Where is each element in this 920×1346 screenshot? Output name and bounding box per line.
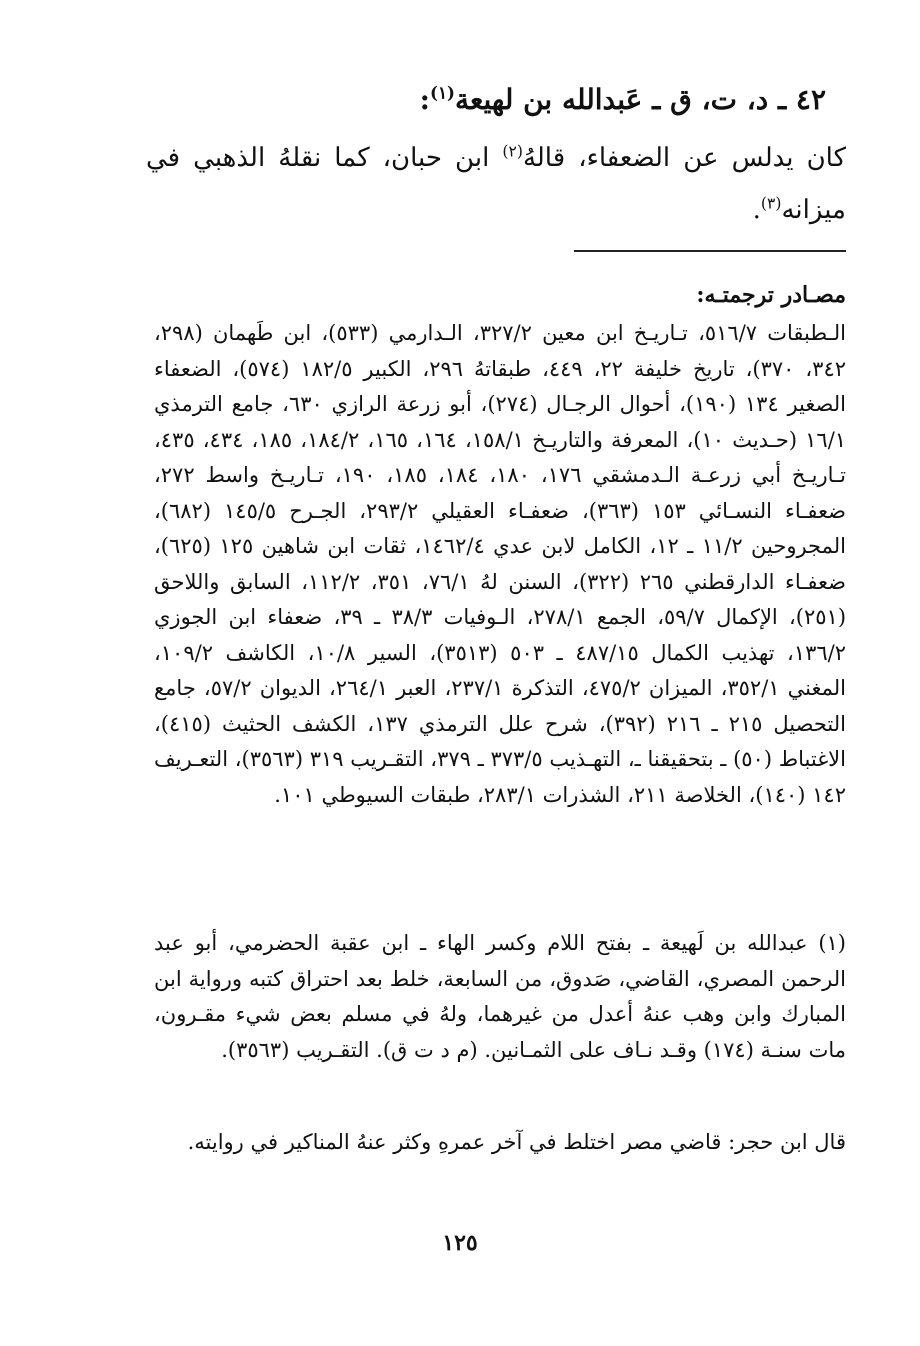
footnote-2: قال ابن حجر: قاضي مصر اختلط في آخر عمرهِ وكثر عنهُ المناكير في روايته.: [187, 1130, 846, 1154]
sources-body: الـطبقات ٥١٦/٧، تـاريـخ ابن معين ٣٢٧/٢، الـدارمي (٥٣٣)، ابن طَهمان (٢٩٨، ٣٤٢، ٣٧٠)، تاريخ خليفة ٢٢، ٤٤٩، طبقاتهُ ٢٩٦، الكبير ١٨٢/٥ (٥٧٤)، الضعفاء الصغير ١٣٤ (١٩٠)، أحوال الرجـال (٢٧٤)، أبو زرعة الرازي ٦٣٠، جامع الترمذي ١٦/١ (حـديث ١٠)، المعرفة والتاريـخ ١٥٨/١، ١٦٤، ١٦٥، ١٨٤/٢، ١٨٥، ٤٣٤، ٤٣٥، تـاريـخ أبي زرعـة الـدمشقي ١٧٦، ١٨٠، ١٨٤، ١٨٥، ١٩٠، تـاريـخ واسط ٢٧٢، ضعفـاء النسـائي ١٥٣ (٣٦٣)، ضعفـاء العقيلي ٢٩٣/٢، الجـرح ١٤٥/٥ (٦٨٢)، المجروحين ١١/٢ ـ ١٢، الكامل لابن عدي ١٤٦٢/٤، ثقات ابن شاهين ١٢٥ (٦٢٥)، ضعفـاء الدارقطني ٢٦٥ (٣٢٢)، السنن لهُ ٧٦/١، ٣٥١، ١١٢/٢، السابق واللاحق (٢٥١)، الإكمال ٥٩/٧، الجمع ٢٧٨/١، الـوفيات ٣٨/٣ ـ ٣٩، ضعفاء ابن الجوزي ١٣٦/٢، تهذيب الكمال ٤٨٧/١٥ ـ ٥٠٣ (٣٥١٣)، السير ١٠/٨، الكاشف ١٠٩/٢، المغني ٣٥٢/١، الميزان ٤٧٥/٢، التذكرة ٢٣٧/١، العبر ٢٦٤/١، الديوان ٥٧/٢، جامع التحصيل ٢١٥ ـ ٢١٦ (٣٩٢)، شرح علل الترمذي ١٣٧، الكشف الحثيث (٤١٥)، الاغتباط (٥٠) ـ بتحقيقنا ـ، التهـذيب ٣٧٣/٥ ـ ٣٧٩، التقـريب ٣١٩ (٣٥٦٣)، التعـريف ١٤٢ (١٤٠)، الخلاصة ٢١١، الشذرات ٢٨٣/١، طبقات السيوطي ١٠١.: [154, 321, 847, 807]
entry-heading-text: ٤٢ ـ د، ت، ق ـ عَبدالله بن لهيعة: [454, 83, 826, 116]
entry-heading-colon: :: [419, 83, 431, 116]
entry-text: [146, 132, 846, 236]
footnote-ref-3: (٣): [760, 194, 782, 213]
sources-title: مصـادر ترجمتـه:: [696, 282, 846, 308]
entry-text-part1: كان يدلس عن الضعفاء، قالهُ: [522, 143, 846, 173]
footnote-1: (١) عبدالله بن لَهيعة ـ بفتح اللام وكسر الهاء ـ ابن عقبة الحضرمي، أبو عبد الرحمن المصري، القاضي، صَدوق، من السابعة، خلط بعد احتراق كتبه ورواية ابن المبارك وابن وهب عنهُ أعدل من غيرهما، ولهُ في مسلم بعض شيء مقـرون، مات سنـة (١٧٤) وقـد نـاف على الثمـانين. (م د ت ق). التقـريب (٣٥٦٣).: [154, 931, 846, 1062]
entry-text-part2: ابن حبان، كما نقلهُ الذهبي في ميزانه: [146, 143, 846, 225]
entry-text-end: .: [752, 195, 761, 225]
page-number: ١٢٥: [442, 1230, 478, 1256]
footnote-ref-2: (٢): [502, 142, 523, 161]
footnote-separator: [574, 250, 846, 252]
entry-heading: [126, 80, 826, 120]
footnote-ref-1: (١): [430, 82, 455, 103]
